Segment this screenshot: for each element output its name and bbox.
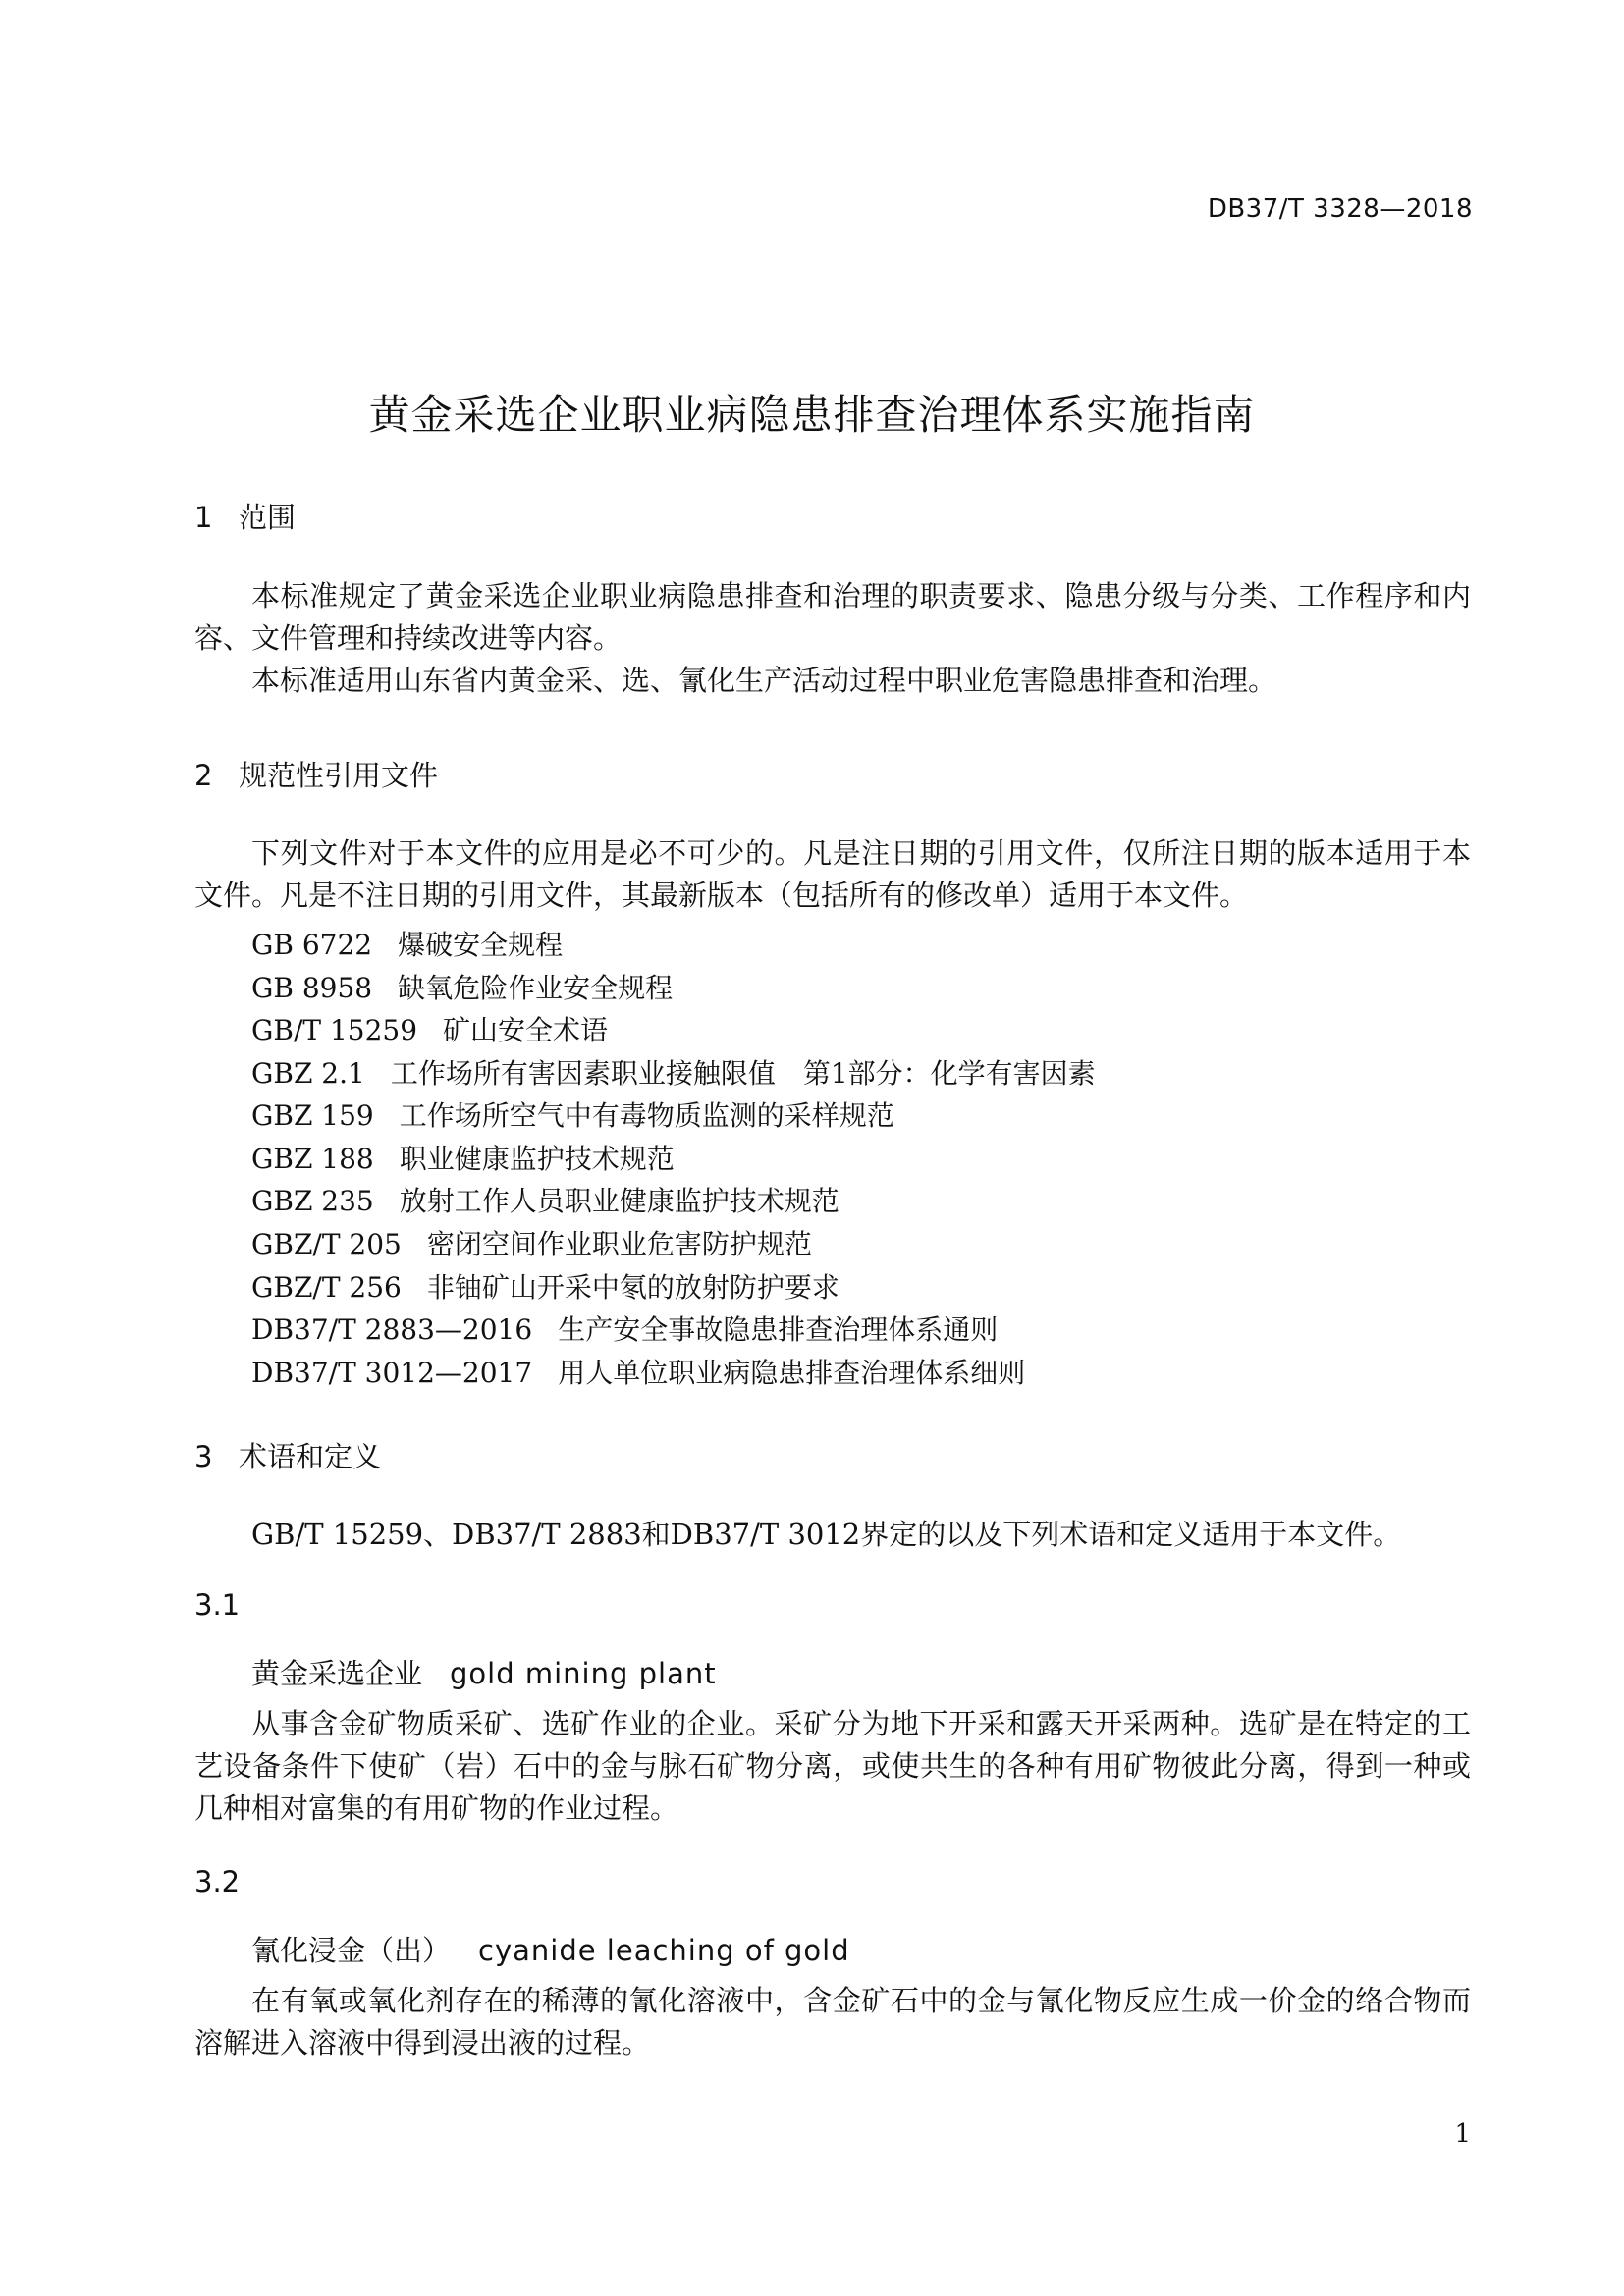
section-heading-text: 范围 xyxy=(239,501,297,534)
paragraph: 本标准适用山东省内黄金采、选、氰化生产活动过程中职业危害隐患排查和治理。 xyxy=(251,664,1277,697)
reference-title: 矿山安全术语 xyxy=(443,1014,609,1046)
reference-code: GB 6722 xyxy=(251,929,373,961)
paragraph: 本标准规定了黄金采选企业职业病隐患排查和治理的职责要求、隐患分级与分类、工作程序和内容、文件管理和持续改进等内容。 xyxy=(194,579,1471,655)
reference-code: GBZ/T 205 xyxy=(251,1228,402,1260)
reference-item xyxy=(251,1352,1025,1391)
reference-title: 缺氧危险作业安全规程 xyxy=(398,972,674,1004)
reference-title: 用人单位职业病隐患排查治理体系细则 xyxy=(558,1357,1026,1389)
reference-code: GBZ 2.1 xyxy=(251,1057,365,1090)
reference-title: 爆破安全规程 xyxy=(398,929,564,961)
term-english: gold mining plant xyxy=(450,1657,717,1690)
reference-item xyxy=(251,1308,998,1348)
reference-item xyxy=(251,1095,894,1134)
paragraph: GB/T 15259、DB37/T 2883和DB37/T 3012界定的以及下列术语和定义适用于本文件。 xyxy=(251,1518,1402,1551)
reference-code: GBZ/T 256 xyxy=(251,1271,402,1304)
term-definition: 在有氧或氧化剂存在的稀薄的氰化溶液中，含金矿石中的金与氰化物反应生成一价金的络合物而溶解进入溶液中得到浸出液的过程。 xyxy=(194,1984,1471,2059)
term-number: 3.2 xyxy=(194,1865,241,1898)
paragraph: 下列文件对于本文件的应用是必不可少的。凡是注日期的引用文件，仅所注日期的版本适用于本文件。凡是不注日期的引用文件，其最新版本（包括所有的修改单）适用于本文件。 xyxy=(194,836,1471,912)
reference-title: 放射工作人员职业健康监护技术规范 xyxy=(399,1185,839,1217)
reference-code: DB37/T 3012—2017 xyxy=(251,1357,533,1389)
reference-code: GBZ 235 xyxy=(251,1185,374,1217)
term-heading xyxy=(251,1929,850,1969)
page-number: 1 xyxy=(1454,2119,1471,2149)
section-heading-text: 术语和定义 xyxy=(239,1440,382,1473)
reference-item xyxy=(251,924,563,963)
reference-item xyxy=(251,1138,675,1177)
reference-title: 密闭空间作业职业危害防护规范 xyxy=(426,1228,812,1260)
section-2-heading xyxy=(194,754,438,794)
reference-item xyxy=(251,1052,1096,1092)
section-3-heading xyxy=(194,1435,381,1475)
reference-item xyxy=(251,1223,812,1262)
reference-code: GB 8958 xyxy=(251,972,373,1004)
document-title: 黄金采选企业职业病隐患排查治理体系实施指南 xyxy=(368,391,1256,440)
term-definition: 从事含金矿物质采矿、选矿作业的企业。采矿分为地下开采和露天开采两种。选矿是在特定的工艺设备条件下使矿（岩）石中的金与脉石矿物分离，或使共生的各种有用矿物彼此分离，得到一种或几种相对富集的有用矿物的作业过程。 xyxy=(194,1707,1471,1825)
reference-item xyxy=(251,1009,608,1048)
reference-code: GBZ 188 xyxy=(251,1143,374,1175)
reference-code: GB/T 15259 xyxy=(251,1014,418,1046)
section-number: 2 xyxy=(194,759,213,792)
term-heading xyxy=(251,1652,717,1692)
section-number: 3 xyxy=(194,1440,213,1473)
section-heading-text: 规范性引用文件 xyxy=(239,759,439,792)
reference-title: 工作场所空气中有毒物质监测的采样规范 xyxy=(399,1099,894,1132)
reference-item xyxy=(251,967,673,1006)
section-number: 1 xyxy=(194,501,213,534)
term-english: cyanide leaching of gold xyxy=(478,1934,850,1967)
section-1-heading xyxy=(194,496,296,536)
reference-title: 生产安全事故隐患排查治理体系通则 xyxy=(558,1313,999,1346)
term-number: 3.1 xyxy=(194,1588,241,1622)
reference-code: DB37/T 2883—2016 xyxy=(251,1313,533,1346)
document-code: DB37/T 3328—2018 xyxy=(1207,194,1473,224)
term-chinese: 黄金采选企业 xyxy=(251,1657,423,1690)
reference-title: 职业健康监护技术规范 xyxy=(399,1143,675,1175)
reference-item xyxy=(251,1266,839,1306)
reference-title: 工作场所有害因素职业接触限值 第1部分：化学有害因素 xyxy=(390,1057,1096,1090)
reference-title: 非铀矿山开采中氡的放射防护要求 xyxy=(426,1271,839,1304)
reference-item xyxy=(251,1180,839,1219)
reference-code: GBZ 159 xyxy=(251,1099,374,1132)
term-chinese: 氰化浸金（出） xyxy=(251,1934,452,1967)
